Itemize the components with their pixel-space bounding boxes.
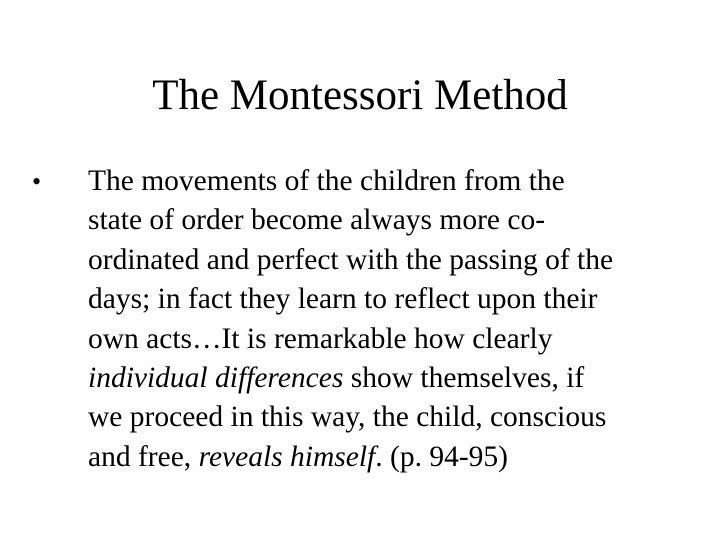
- body-line-6-rest: show themselves, if: [343, 362, 585, 395]
- emphasis-reveals-himself: reveals himself: [198, 440, 376, 473]
- body-line-8-start: and free,: [88, 440, 199, 473]
- body-line-4: days; in fact they learn to reflect upon their: [88, 283, 598, 316]
- body-line-6: [88, 359, 688, 398]
- bullet-list: [28, 162, 688, 477]
- body-line-5: own acts…It is remarkable how clearly: [88, 322, 553, 355]
- bullet-icon: •: [32, 167, 42, 196]
- slide-title: The Montessori Method: [152, 72, 568, 119]
- body-line-1: The movements of the children from the: [88, 165, 565, 197]
- body-line-2: state of order become always more co-: [88, 204, 546, 237]
- emphasis-individual-differences: individual differences: [88, 362, 344, 395]
- body-line-3: ordinated and perfect with the passing of the: [88, 243, 614, 276]
- body-line-7: we proceed in this way, the child, conscious: [88, 401, 607, 434]
- body-line-8: [88, 438, 688, 477]
- citation: . (p. 94-95): [375, 440, 508, 473]
- bullet-item: [28, 162, 688, 477]
